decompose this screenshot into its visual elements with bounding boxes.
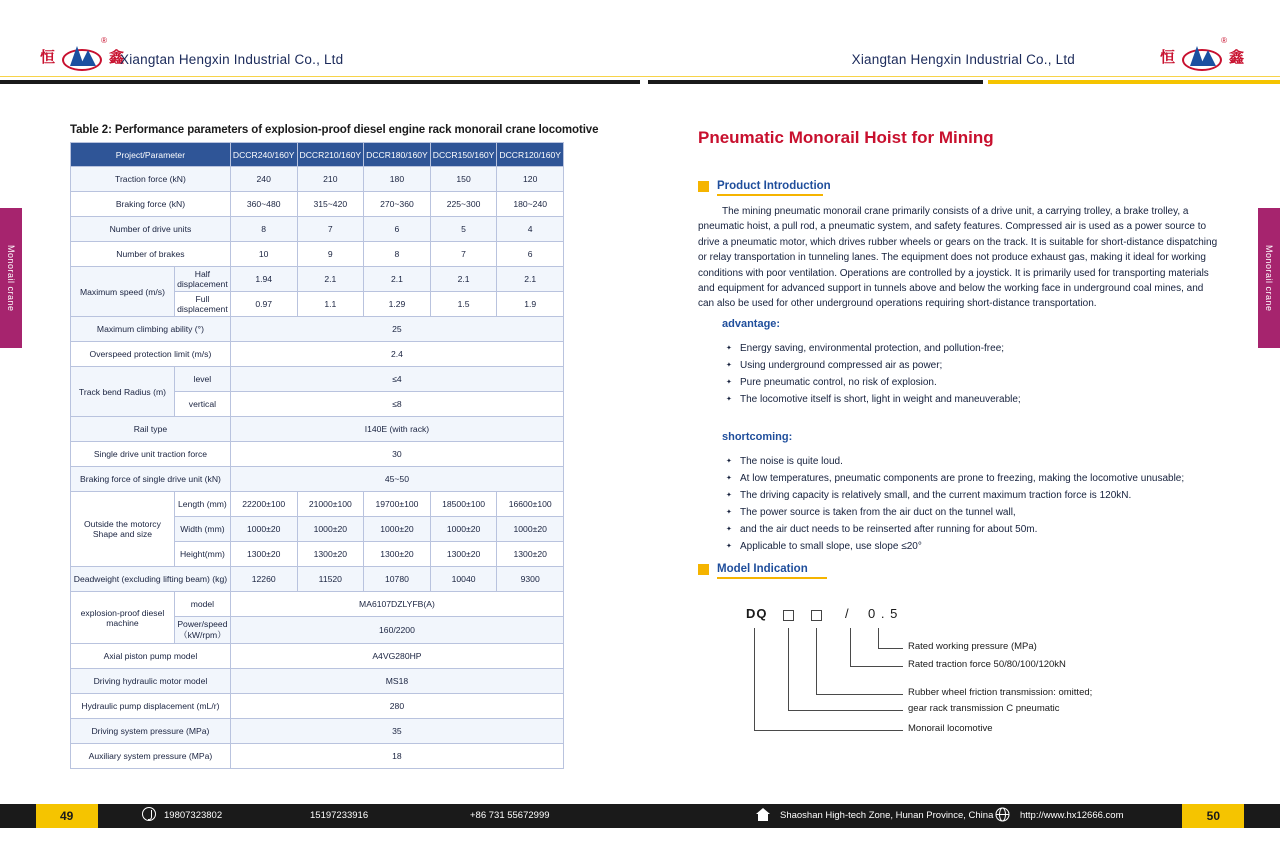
table-cell: 7 [297, 217, 364, 242]
table-cell: 1300±20 [364, 542, 431, 567]
page-footer [0, 800, 1280, 868]
table-header-cell: DCCR120/160Y [497, 143, 564, 167]
home-icon [755, 807, 771, 827]
table-cell: 19700±100 [364, 492, 431, 517]
row-label: Axial piston pump model [71, 644, 231, 669]
advantage-item: ✦ Pure pneumatic control, no risk of explosion. [726, 374, 1246, 391]
row-sublabel: Full displacement [174, 292, 230, 317]
table-cell: 18 [230, 744, 563, 769]
table-cell: 5 [430, 217, 497, 242]
leader-line-h3 [816, 694, 903, 695]
company-name-right: Xiangtan Hengxin Industrial Co., Ltd [851, 52, 1075, 67]
logo-char-right: 鑫 [108, 49, 124, 66]
registered-mark-right: ® [1221, 36, 1227, 45]
table-header-cell: Project/Parameter [71, 143, 231, 167]
table-row [71, 592, 564, 617]
table-caption: Table 2: Performance parameters of explosion-proof diesel engine rack monorail crane locomotive [70, 124, 599, 136]
table-row [71, 492, 564, 517]
table-cell: 180~240 [497, 192, 564, 217]
table-cell: 1300±20 [430, 542, 497, 567]
table-row [71, 744, 564, 769]
table-cell: 9300 [497, 567, 564, 592]
row-label: Single drive unit traction force [71, 442, 231, 467]
table-cell: 8 [364, 242, 431, 267]
logo-char-right-2: 鑫 [1228, 49, 1244, 66]
table-header-cell: DCCR180/160Y [364, 143, 431, 167]
table-head [71, 143, 564, 167]
advantage-item: ✦ Using underground compressed air as power; [726, 357, 1246, 374]
table-row [71, 669, 564, 694]
page-number-left: 49 [60, 809, 74, 823]
table-cell: 150 [430, 167, 497, 192]
row-label: Overspeed protection limit (m/s) [71, 342, 231, 367]
model-code-box-1 [783, 610, 794, 621]
table-cell: 0.97 [230, 292, 297, 317]
model-code-slash: / [845, 606, 850, 621]
shortcoming-list [726, 453, 1246, 555]
row-sublabel: model [174, 592, 230, 617]
model-label-1: Rated traction force 50/80/100/120kN [908, 659, 1066, 670]
table-cell: MS18 [230, 669, 563, 694]
table-row [71, 367, 564, 392]
advantage-heading: advantage: [722, 318, 781, 330]
table-row [71, 317, 564, 342]
table-cell: 45~50 [230, 467, 563, 492]
table-cell: 18500±100 [430, 492, 497, 517]
table-cell: 2.1 [497, 267, 564, 292]
row-label: Traction force (kN) [71, 167, 231, 192]
table-row [71, 467, 564, 492]
header-rule-left [0, 80, 640, 84]
table-body [71, 167, 564, 769]
table-cell: 6 [497, 242, 564, 267]
model-label-2: Rubber wheel friction transmission: omitted; [908, 687, 1093, 698]
table-cell: 1000±20 [497, 517, 564, 542]
table-header-cell: DCCR150/160Y [430, 143, 497, 167]
row-label: Number of drive units [71, 217, 231, 242]
row-label: Driving system pressure (MPa) [71, 719, 231, 744]
section-heading-product-introduction [698, 180, 831, 192]
leader-line-v2 [850, 628, 851, 666]
table-cell: 21000±100 [297, 492, 364, 517]
table-cell: 1000±20 [230, 517, 297, 542]
leader-line-v5 [754, 628, 755, 730]
row-label: Braking force of single drive unit (kN) [71, 467, 231, 492]
row-sublabel: Length (mm) [174, 492, 230, 517]
table-cell: A4VG280HP [230, 644, 563, 669]
row-label: Rail type [71, 417, 231, 442]
row-label: Outside the motorcy Shape and size [71, 492, 175, 567]
footer-address: Shaoshan High-tech Zone, Hunan Province, China [780, 810, 994, 821]
row-label: Maximum speed (m/s) [71, 267, 175, 317]
table-cell: 315~420 [297, 192, 364, 217]
table-row [71, 567, 564, 592]
table-cell: 1.5 [430, 292, 497, 317]
footer-website[interactable]: http://www.hx12666.com [1020, 810, 1124, 821]
table-cell: 11520 [297, 567, 364, 592]
shortcoming-item: ✦ The driving capacity is relatively small, and the current maximum traction force is 120kN. [726, 487, 1246, 504]
page-header [0, 0, 1280, 90]
table-cell: 6 [364, 217, 431, 242]
row-sublabel: vertical [174, 392, 230, 417]
advantage-item: ✦ Energy saving, environmental protection, and pollution-free; [726, 340, 1246, 357]
header-thin-rule [0, 76, 1280, 77]
table-cell: 270~360 [364, 192, 431, 217]
page-title: Pneumatic Monorail Hoist for Mining [698, 128, 994, 147]
table-cell: ≤4 [230, 367, 563, 392]
section-heading-label: Product Introduction [717, 180, 831, 192]
table-cell: MA6107DZLYFB(A) [230, 592, 563, 617]
model-label-0: Rated working pressure (MPa) [908, 641, 1037, 652]
row-sublabel: Power/speed （kW/rpm） [174, 617, 230, 644]
shortcoming-item: ✦ At low temperatures, pneumatic components are prone to freezing, making the locomotive unusable; [726, 470, 1246, 487]
table-cell: 280 [230, 694, 563, 719]
table-row [71, 192, 564, 217]
footer-phone-3: +86 731 55672999 [470, 810, 550, 821]
leader-line-h5 [754, 730, 903, 731]
table-header-cell: DCCR240/160Y [230, 143, 297, 167]
shortcoming-item: ✦ The noise is quite loud. [726, 453, 1246, 470]
row-label: Auxiliary system pressure (MPa) [71, 744, 231, 769]
logo-mountain-icon-2 [1180, 36, 1227, 78]
table-cell: 9 [297, 242, 364, 267]
table-cell: I140E (with rack) [230, 417, 563, 442]
table-cell: 180 [364, 167, 431, 192]
leader-line-h1 [878, 648, 903, 649]
table-cell: 225~300 [430, 192, 497, 217]
model-code-box-2 [811, 610, 822, 621]
row-label: Driving hydraulic motor model [71, 669, 231, 694]
table-cell: 22200±100 [230, 492, 297, 517]
row-label: Number of brakes [71, 242, 231, 267]
table-cell: 10780 [364, 567, 431, 592]
header-rule-yellow [988, 80, 1280, 84]
table-cell: 30 [230, 442, 563, 467]
advantage-list [726, 340, 1246, 408]
registered-mark-left: ® [101, 36, 107, 45]
table-header-cell: DCCR210/160Y [297, 143, 364, 167]
section-heading-label-2: Model Indication [717, 563, 808, 575]
page-number-right: 50 [1206, 809, 1220, 823]
model-indication-diagram [698, 598, 1238, 758]
table-cell: 1000±20 [430, 517, 497, 542]
table-cell: 120 [497, 167, 564, 192]
table-cell: 1.9 [497, 292, 564, 317]
leader-line-v1 [878, 628, 879, 648]
heading-underline-2 [717, 577, 827, 579]
table-row [71, 442, 564, 467]
table-row [71, 719, 564, 744]
table-row [71, 417, 564, 442]
table-cell: 25 [230, 317, 563, 342]
model-label-3: gear rack transmission C pneumatic [908, 703, 1060, 714]
intro-paragraph-text: The mining pneumatic monorail crane primarily consists of a drive unit, a carrying trolley, a brake trolley, a pneumatic hoist, a pull rod, a pneumatic system, and safety features. Compressed air is used as a power source to drive a pneumatic motor, which drives rubber wheels or gears on the track. It is suitable for short-distance dispatching or relay transportation in tunneling lanes. The equipment does not produce exhaust gas, making it ideal for working conditions with poor ventilation. Operations are controlled by a joystick. It is primarily used for transporting materials and equipment for advanced support in tunnels above and below the working face in underground coal mines, and can also be used for other underground operations requiring short-distance transportation. [698, 206, 1218, 310]
table-cell: 1300±20 [297, 542, 364, 567]
leader-line-h4 [788, 710, 903, 711]
globe-icon [995, 807, 1010, 827]
model-label-4: Monorail locomotive [908, 723, 993, 734]
table-cell: ≤8 [230, 392, 563, 417]
footer-phone-2: 15197233916 [310, 810, 369, 821]
table-cell: 1000±20 [297, 517, 364, 542]
shortcoming-heading: shortcoming: [722, 431, 793, 443]
heading-underline [717, 194, 823, 196]
mountain-glyph [66, 42, 98, 68]
model-code-value: 0 . 5 [868, 606, 899, 621]
table-row [71, 217, 564, 242]
table-cell: 1.1 [297, 292, 364, 317]
table-row [71, 694, 564, 719]
table-cell: 4 [497, 217, 564, 242]
shortcoming-item: ✦ The power source is taken from the air duct on the tunnel wall, [726, 504, 1246, 521]
table-cell: 2.1 [297, 267, 364, 292]
logo-char-left-2: 恒 [1160, 49, 1176, 66]
row-label: Deadweight (excluding lifting beam) (kg) [71, 567, 231, 592]
table-cell: 1.94 [230, 267, 297, 292]
table-cell: 10 [230, 242, 297, 267]
row-sublabel: level [174, 367, 230, 392]
row-sublabel: Height(mm) [174, 542, 230, 567]
footer-phone-1: 19807323802 [164, 810, 223, 821]
phone-icon [142, 807, 156, 826]
table-row [71, 267, 564, 292]
advantage-item: ✦ The locomotive itself is short, light in weight and maneuverable; [726, 391, 1246, 408]
row-label: Track bend Radius (m) [71, 367, 175, 417]
side-tab-right: Monorail crane [1258, 208, 1280, 348]
section-heading-model-indication [698, 563, 808, 575]
table-row [71, 167, 564, 192]
table-cell: 210 [297, 167, 364, 192]
table-cell: 1300±20 [497, 542, 564, 567]
row-label: Braking force (kN) [71, 192, 231, 217]
table-cell: 12260 [230, 567, 297, 592]
logo-char-left: 恒 [40, 49, 56, 66]
table-cell: 8 [230, 217, 297, 242]
side-tab-left: Monorail crane [0, 208, 22, 348]
company-name-left: Xiangtan Hengxin Industrial Co., Ltd [120, 52, 344, 67]
row-label: explosion-proof diesel machine [71, 592, 175, 644]
logo-mountain-icon [60, 36, 107, 78]
row-sublabel: Half displacement [174, 267, 230, 292]
mountain-glyph-2 [1186, 42, 1218, 68]
table-cell: 240 [230, 167, 297, 192]
row-label: Hydraulic pump displacement (mL/r) [71, 694, 231, 719]
table-row [71, 242, 564, 267]
square-bullet-icon [698, 181, 709, 192]
table-cell: 360~480 [230, 192, 297, 217]
shortcoming-item: ✦ and the air duct needs to be reinserted after running for about 50m. [726, 521, 1246, 538]
table-row [71, 342, 564, 367]
company-logo-left [40, 38, 124, 78]
header-rule-right [648, 80, 983, 84]
intro-paragraph [698, 204, 1218, 312]
performance-parameters-table [70, 142, 564, 769]
table-cell: 7 [430, 242, 497, 267]
row-label: Maximum climbing ability (°) [71, 317, 231, 342]
leader-line-h2 [850, 666, 903, 667]
model-code-prefix: DQ [746, 606, 768, 621]
row-sublabel: Width (mm) [174, 517, 230, 542]
shortcoming-item: ✦ Applicable to small slope, use slope ≤20° [726, 538, 1246, 555]
table-cell: 160/2200 [230, 617, 563, 644]
table-row [71, 644, 564, 669]
table-cell: 2.1 [430, 267, 497, 292]
table-cell: 35 [230, 719, 563, 744]
table-header-row [71, 143, 564, 167]
table-cell: 1300±20 [230, 542, 297, 567]
table-cell: 1.29 [364, 292, 431, 317]
company-logo-right [1160, 38, 1244, 78]
leader-line-v4 [788, 628, 789, 710]
table-cell: 2.1 [364, 267, 431, 292]
table-cell: 10040 [430, 567, 497, 592]
table-cell: 2.4 [230, 342, 563, 367]
leader-line-v3 [816, 628, 817, 694]
square-bullet-icon-2 [698, 564, 709, 575]
table-cell: 16600±100 [497, 492, 564, 517]
table-cell: 1000±20 [364, 517, 431, 542]
